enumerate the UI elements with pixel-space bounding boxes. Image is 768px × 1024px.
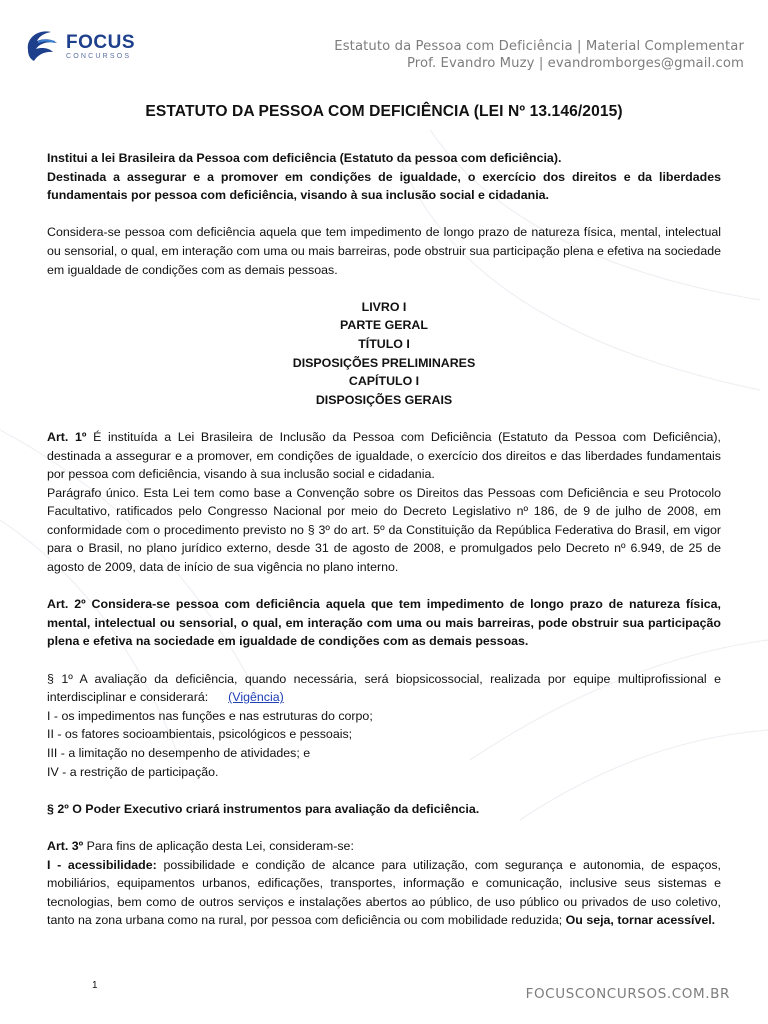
par-1-item-2: II - os fatores socioambientais, psicológicos e pessoais; (47, 727, 353, 742)
acessibilidade-emphasis: Ou seja, tornar acessível. (565, 913, 716, 928)
heading-parte: PARTE GERAL (340, 318, 428, 333)
heading-disposicoes-preliminares: DISPOSIÇÕES PRELIMINARES (292, 355, 476, 370)
page-number: 1 (92, 980, 98, 991)
par-1-text: A avaliação da deficiência, quando necessária, será biopsicossocial, realizada por equipe multiprofissional e interdisciplinar e considerará: (47, 671, 721, 705)
art-1-paragrafo (47, 484, 721, 577)
intro-line-2: Destinada a assegurar e a promover em condições de igualdade, o exercício dos direitos e da liberdades fundamentais por pessoa com deficiência, visando à sua inclusão social e cidadania. (47, 169, 721, 203)
definition-paragraph: Considera-se pessoa com deficiência aquela que tem impedimento de longo prazo de natureza física, mental, intelectual ou sensorial, o qual, em interação com uma ou mais barreiras, pode obstruir sua participação plena e efetiva na sociedade em igualdade de condições com as demais pessoas. (47, 225, 721, 277)
art-3 (47, 837, 721, 856)
par-1-item-3: III - a limitação no desempenho de atividades; e (47, 746, 311, 760)
art-3-label: Art. 3º (47, 838, 84, 853)
header-author: Prof. Evandro Muzy | evandromborges@gmail.com (406, 56, 744, 71)
art-3-text: Para fins de aplicação desta Lei, consideram-se: (86, 838, 354, 853)
heading-disposicoes-gerais: DISPOSIÇÕES GERAIS (315, 392, 453, 407)
art-1 (47, 428, 721, 484)
acessibilidade-label: I - acessibilidade: (47, 857, 157, 872)
header-info (334, 38, 744, 72)
focus-logo-icon (24, 28, 60, 64)
art-2-label: Art. 2º (47, 597, 86, 612)
par-1-label: § 1º (47, 671, 73, 686)
heading-capitulo: CAPÍTULO I (348, 374, 420, 389)
par-1-item-4: IV - a restrição de participação. (47, 764, 219, 779)
header-course-title: Estatuto da Pessoa com Deficiência | Material Complementar (334, 39, 744, 54)
logo-subtitle: CONCURSOS (66, 52, 132, 60)
heading-livro: LIVRO I (361, 299, 407, 314)
intro-line-1: Institui a lei Brasileira da Pessoa com deficiência (Estatuto da pessoa com deficiência). (47, 151, 562, 165)
acessibilidade-text: possibilidade e condição de alcance para utilização, com segurança e autonomia, de espaços, mobiliários, equipamentos urbanos, edificações, transportes, informação e comunicação, inclusive seus sistemas e tecnologias, bem como de outros serviços e instalações abertos ao público, de uso público ou privados de uso coletivo, tanto na zona urbana como na rural, por pessoa com deficiência ou com mobilidade reduzida; (47, 857, 722, 928)
paragrafo-unico-label: Parágrafo único. (47, 485, 139, 500)
par-2-label: § 2º (47, 801, 69, 816)
art-2 (47, 595, 721, 651)
art-2-text: Considera-se pessoa com deficiência aquela que tem impedimento de longo prazo de natureza física, mental, intelectual ou sensorial, o qual, em interação com uma ou mais barreiras, pode obstruir sua participação plena e efetiva na sociedade em igualdade de condições com as demais pessoas. (47, 597, 721, 649)
document-title: ESTATUTO DA PESSOA COM DEFICIÊNCIA (LEI Nº 13.146/2015) (145, 103, 623, 120)
par-1-item-1: I - os impedimentos nas funções e nas estruturas do corpo; (47, 708, 373, 723)
heading-titulo: TÍTULO I (358, 336, 410, 351)
footer-website[interactable]: FOCUSCONCURSOS.COM.BR (525, 986, 730, 1002)
vigencia-link[interactable]: (Vigência) (228, 690, 284, 705)
par-2-text: O Poder Executivo criará instrumentos para avaliação da deficiência. (72, 801, 480, 816)
document-body (47, 149, 721, 930)
art-1-text: É instituída a Lei Brasileira de Inclusão da Pessoa com Deficiência (Estatuto da Pessoa com Deficiência), destinada a assegurar e a promover, em condições de igualdade, o exercício dos direitos e das liberdades fundamentais por pessoa com deficiência, visando à sua inclusão social e cidadania. (47, 429, 721, 482)
art-3-item-1 (47, 856, 721, 930)
paragrafo-unico-text: Esta Lei tem como base a Convenção sobre os Direitos das Pessoas com Deficiência e seu Protocolo Facultativo, ratificados pelo Congresso Nacional por meio do Decreto Legislativo nº 186, de 9 de julho de 2008, em conformidade com o procedimento previsto no § 3º do art. 5º da Constituição da República Federativa do Brasil, em vigor para o Brasil, no plano jurídico externo, desde 31 de agosto de 2008, e promulgados pelo Decreto nº 6.949, de 25 de agosto de 2009, data de início de sua vigência no plano interno. (47, 485, 721, 575)
logo-name: FOCUS (66, 31, 135, 53)
focus-logo[interactable] (24, 28, 135, 64)
art-2-par-2 (47, 800, 721, 819)
art-1-label: Art. 1º (47, 429, 87, 444)
art-2-par-1 (47, 670, 721, 707)
